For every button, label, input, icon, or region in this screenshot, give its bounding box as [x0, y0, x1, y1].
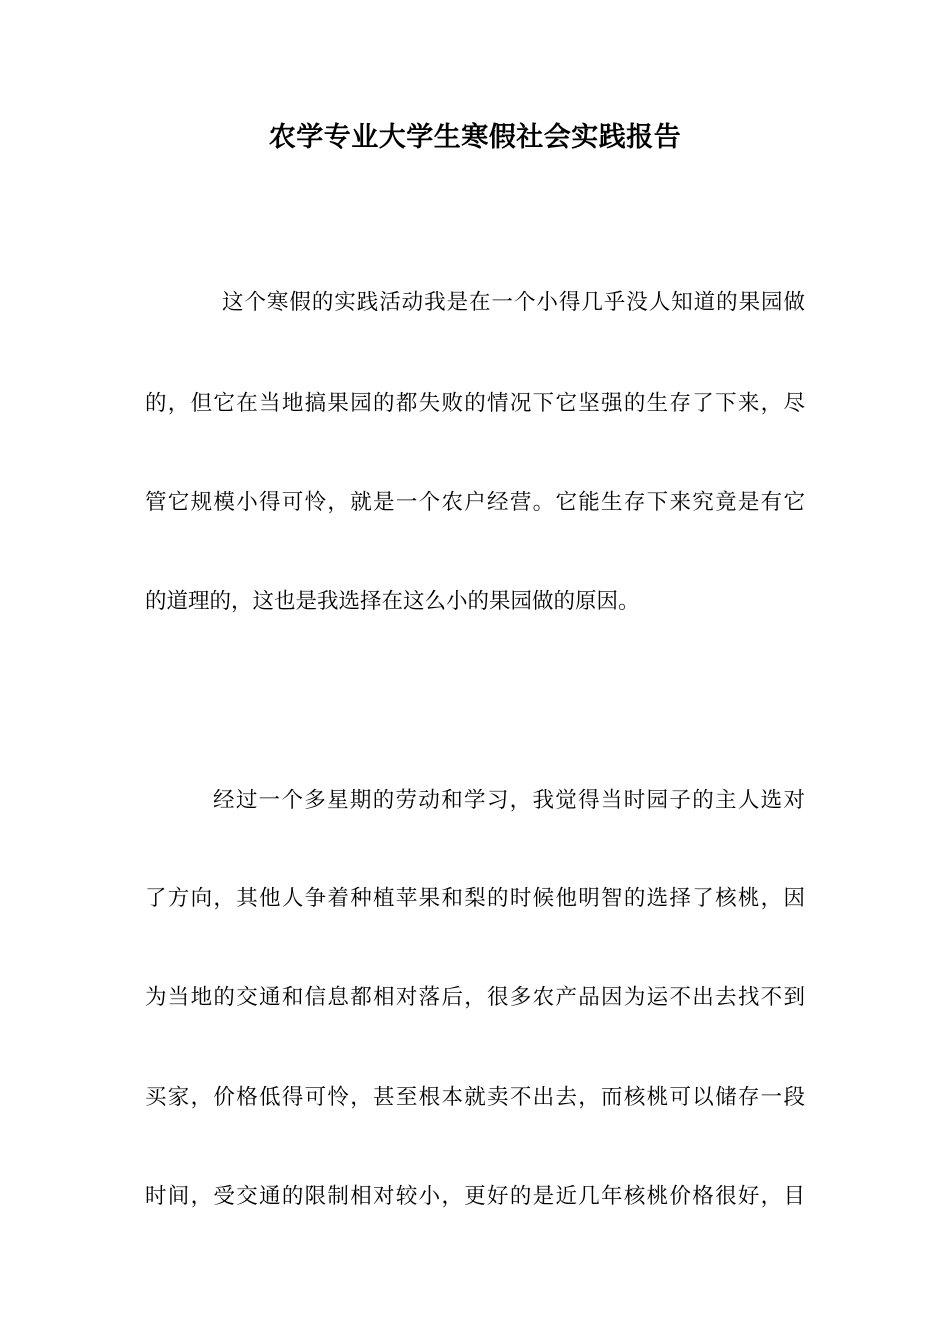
paragraph-1-line-4: 的道理的，这也是我选择在这么小的果园做的原因。	[145, 589, 640, 614]
paragraph-1-line-3: 管它规模小得可怜，就是一个农户经营。它能生存下来究竟是有它	[145, 490, 805, 515]
paragraph-2-line-2: 了方向，其他人争着种植苹果和梨的时候他明智的选择了核桃，因	[145, 886, 805, 911]
paragraph-2-line-3: 为当地的交通和信息都相对落后，很多农产品因为运不出去找不到	[145, 985, 805, 1010]
document-title: 农学专业大学生寒假社会实践报告	[268, 122, 682, 153]
paragraph-2-line-4: 买家，价格低得可怜，甚至根本就卖不出去，而核桃可以储存一段	[145, 1085, 805, 1110]
paragraph-1-line-1: 这个寒假的实践活动我是在一个小得几乎没人知道的果园做	[222, 290, 805, 315]
paragraph-2-line-5: 时间，受交通的限制相对较小，更好的是近几年核桃价格很好，目	[145, 1184, 805, 1209]
paragraph-1-line-2: 的，但它在当地搞果园的都失败的情况下它坚强的生存了下来，尽	[145, 391, 805, 416]
paragraph-2-line-1: 经过一个多星期的劳动和学习，我觉得当时园子的主人选对	[213, 788, 805, 813]
